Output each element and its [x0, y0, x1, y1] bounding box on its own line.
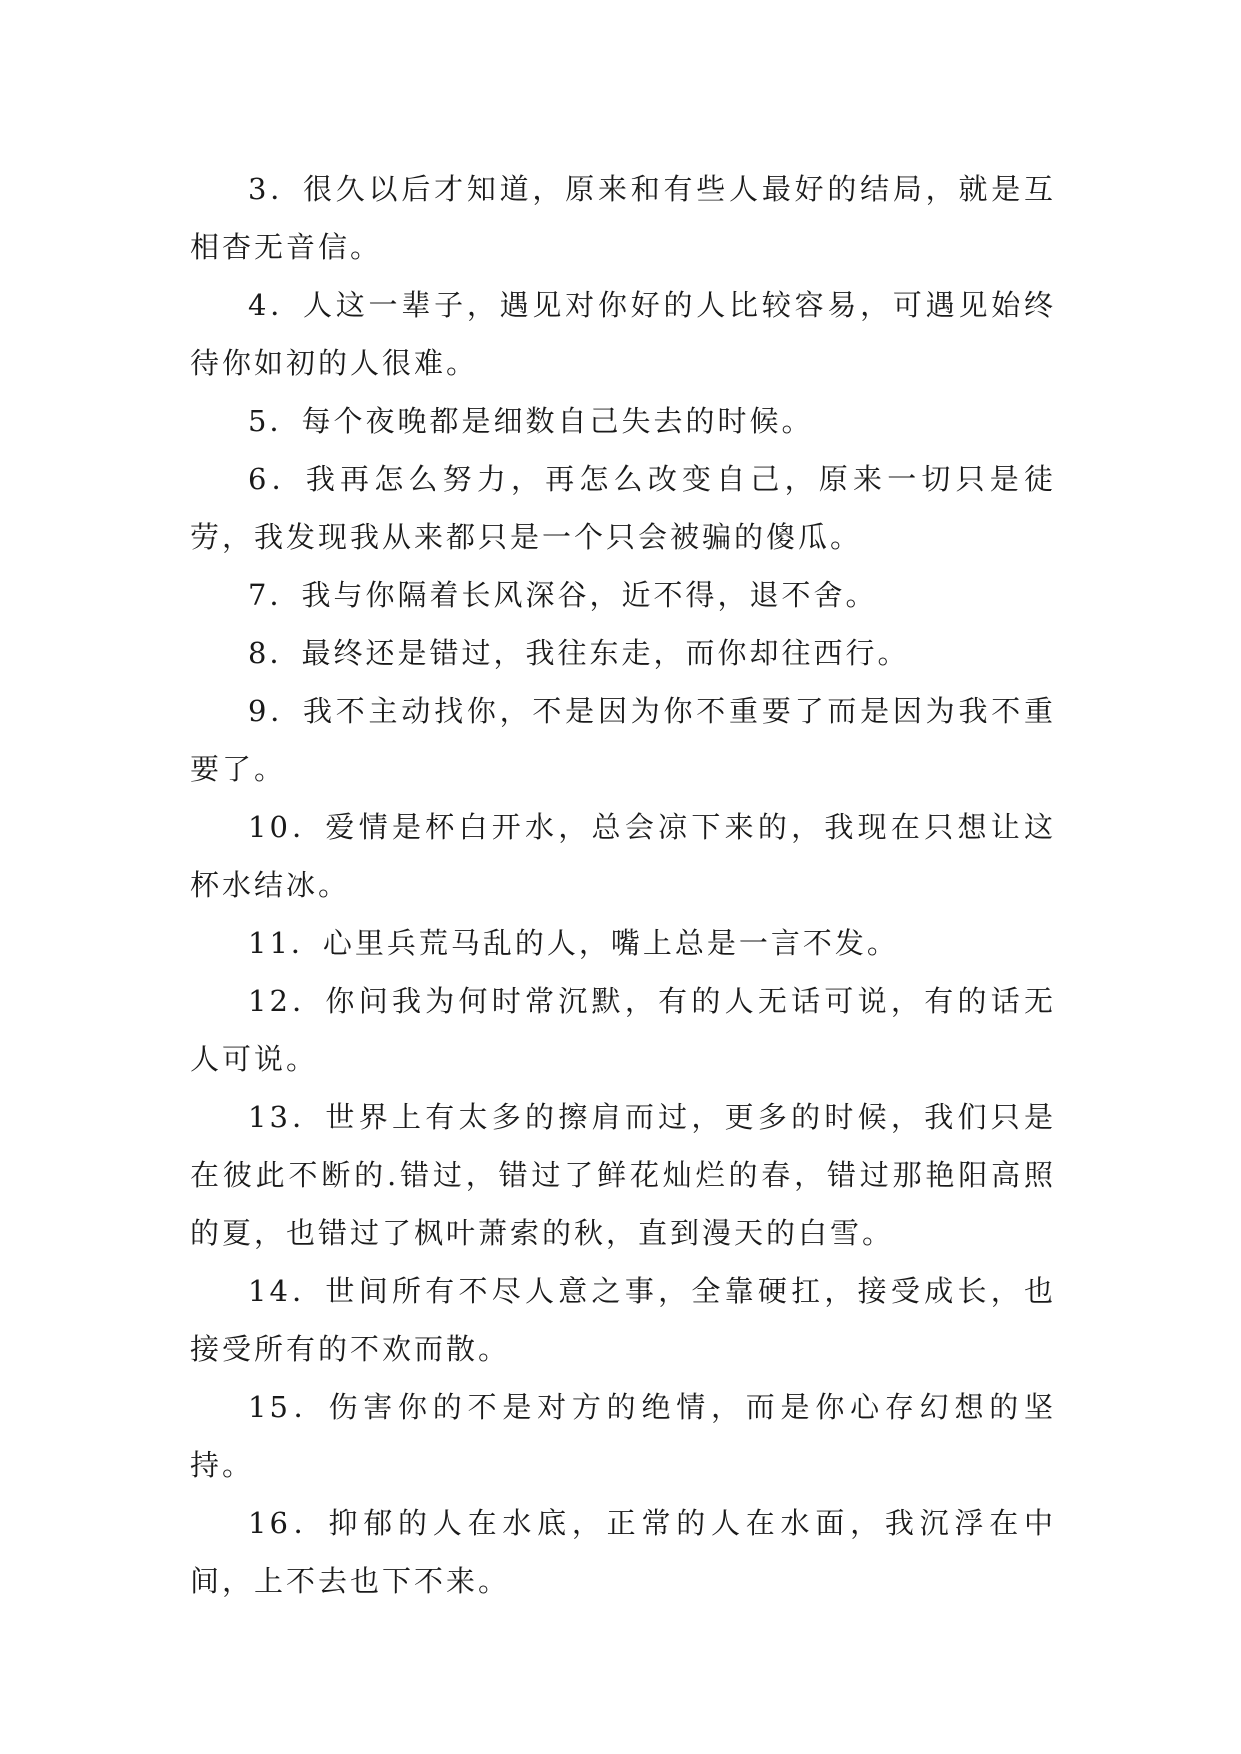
- paragraph-15: 15．伤害你的不是对方的绝情，而是你心存幻想的坚持。: [190, 1390, 1056, 1482]
- paragraph-11: 11．心里兵荒马乱的人，嘴上总是一言不发。: [248, 926, 899, 960]
- paragraph-3: 3．很久以后才知道，原来和有些人最好的结局，就是互相杳无音信。: [190, 172, 1056, 264]
- paragraph-8: 8．最终还是错过，我往东走，而你却往西行。: [248, 636, 910, 670]
- paragraph-4: 4．人这一辈子，遇见对你好的人比较容易，可遇见始终待你如初的人很难。: [190, 288, 1056, 380]
- paragraph-13: 13．世界上有太多的擦肩而过，更多的时候，我们只是在彼此不断的.错过，错过了鲜花灿烂的春，错过那艳阳高照的夏，也错过了枫叶萧索的秋，直到漫天的白雪。: [190, 1100, 1056, 1250]
- paragraph-16: 16．抑郁的人在水底，正常的人在水面，我沉浮在中间，上不去也下不来。: [190, 1506, 1056, 1598]
- paragraph-5: 5．每个夜晚都是细数自己失去的时候。: [248, 404, 814, 438]
- paragraph-10: 10．爱情是杯白开水，总会凉下来的，我现在只想让这杯水结冰。: [190, 810, 1056, 902]
- paragraph-6: 6．我再怎么努力，再怎么改变自己，原来一切只是徒劳，我发现我从来都只是一个只会被骗的傻瓜。: [190, 462, 1056, 554]
- paragraph-14: 14．世间所有不尽人意之事，全靠硬扛，接受成长，也接受所有的不欢而散。: [190, 1274, 1056, 1366]
- document-body: [190, 160, 1056, 1610]
- paragraph-7: 7．我与你隔着长风深谷，近不得，退不舍。: [248, 578, 878, 612]
- paragraph-12: 12．你问我为何时常沉默，有的人无话可说，有的话无人可说。: [190, 984, 1056, 1076]
- paragraph-9: 9．我不主动找你，不是因为你不重要了而是因为我不重要了。: [190, 694, 1056, 786]
